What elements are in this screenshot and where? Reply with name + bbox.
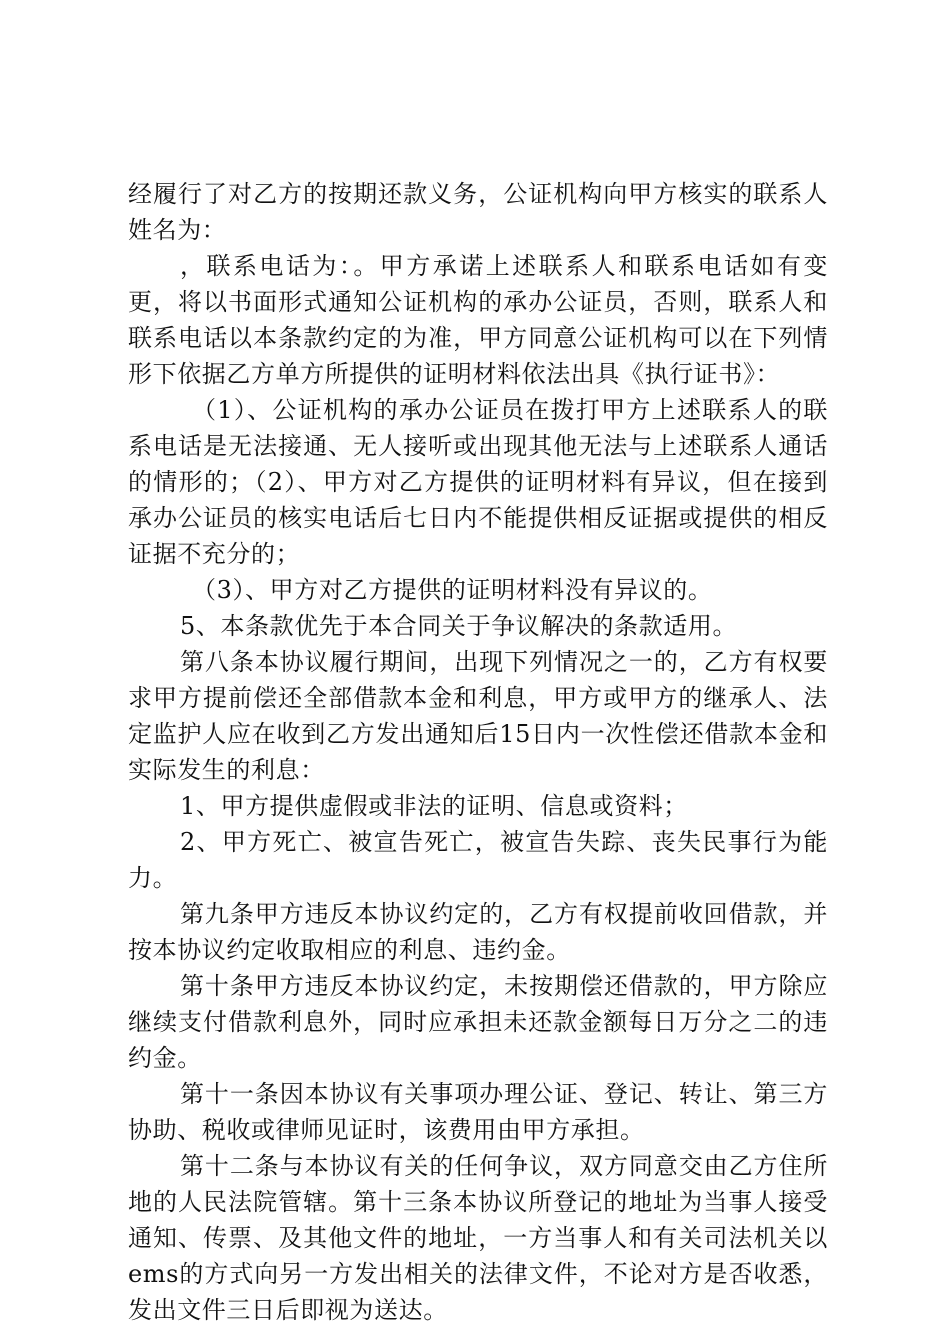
paragraph-article-8: 第八条本协议履行期间，出现下列情况之一的，乙方有权要求甲方提前偿还全部借款本金和利息，甲方或甲方的继承人、法定监护人应在收到乙方发出通知后15日内一次性偿还借款本金和实际发生的利息：	[128, 648, 828, 784]
paragraph-continuation: 经履行了对乙方的按期还款义务，公证机构向甲方核实的联系人姓名为：	[128, 180, 828, 244]
paragraph-contact-phone: ，联系电话为：。甲方承诺上述联系人和联系电话如有变更，将以书面形式通知公证机构的承办公证员，否则，联系人和联系电话以本条款约定的为准，甲方同意公证机构可以在下列情形下依据乙方单方所提供的证明材料依法出具《执行证书》：	[128, 252, 828, 388]
paragraph-item-1: 1、甲方提供虚假或非法的证明、信息或资料；	[180, 792, 688, 820]
paragraph-clause-5: 5、本条款优先于本合同关于争议解决的条款适用。	[180, 612, 738, 640]
paragraph-article-11: 第十一条因本协议有关事项办理公证、登记、转让、第三方协助、税收或律师见证时，该费用由甲方承担。	[128, 1080, 828, 1144]
paragraph-item-2: 2、甲方死亡、被宣告死亡，被宣告失踪、丧失民事行为能力。	[128, 828, 828, 892]
paragraph-condition-3: （3）、甲方对乙方提供的证明材料没有异议的。	[192, 576, 713, 604]
paragraph-article-9: 第九条甲方违反本协议约定的，乙方有权提前收回借款，并按本协议约定收取相应的利息、违约金。	[128, 900, 828, 964]
document-body	[128, 176, 828, 1328]
paragraph-article-12-13: 第十二条与本协议有关的任何争议，双方同意交由乙方住所地的人民法院管辖。第十三条本协议所登记的地址为当事人接受通知、传票、及其他文件的地址，一方当事人和有关司法机关以ems的方式向另一方发出相关的法律文件，不论对方是否收悉，发出文件三日后即视为送达。	[128, 1152, 828, 1324]
paragraph-article-10: 第十条甲方违反本协议约定，未按期偿还借款的，甲方除应继续支付借款利息外，同时应承担未还款金额每日万分之二的违约金。	[128, 972, 828, 1072]
paragraph-conditions-1-2: （1）、公证机构的承办公证员在拨打甲方上述联系人的联系电话是无法接通、无人接听或出现其他无法与上述联系人通话的情形的；（2）、甲方对乙方提供的证明材料有异议，但在接到承办公证员的核实电话后七日内不能提供相反证据或提供的相反证据不充分的；	[128, 396, 828, 568]
